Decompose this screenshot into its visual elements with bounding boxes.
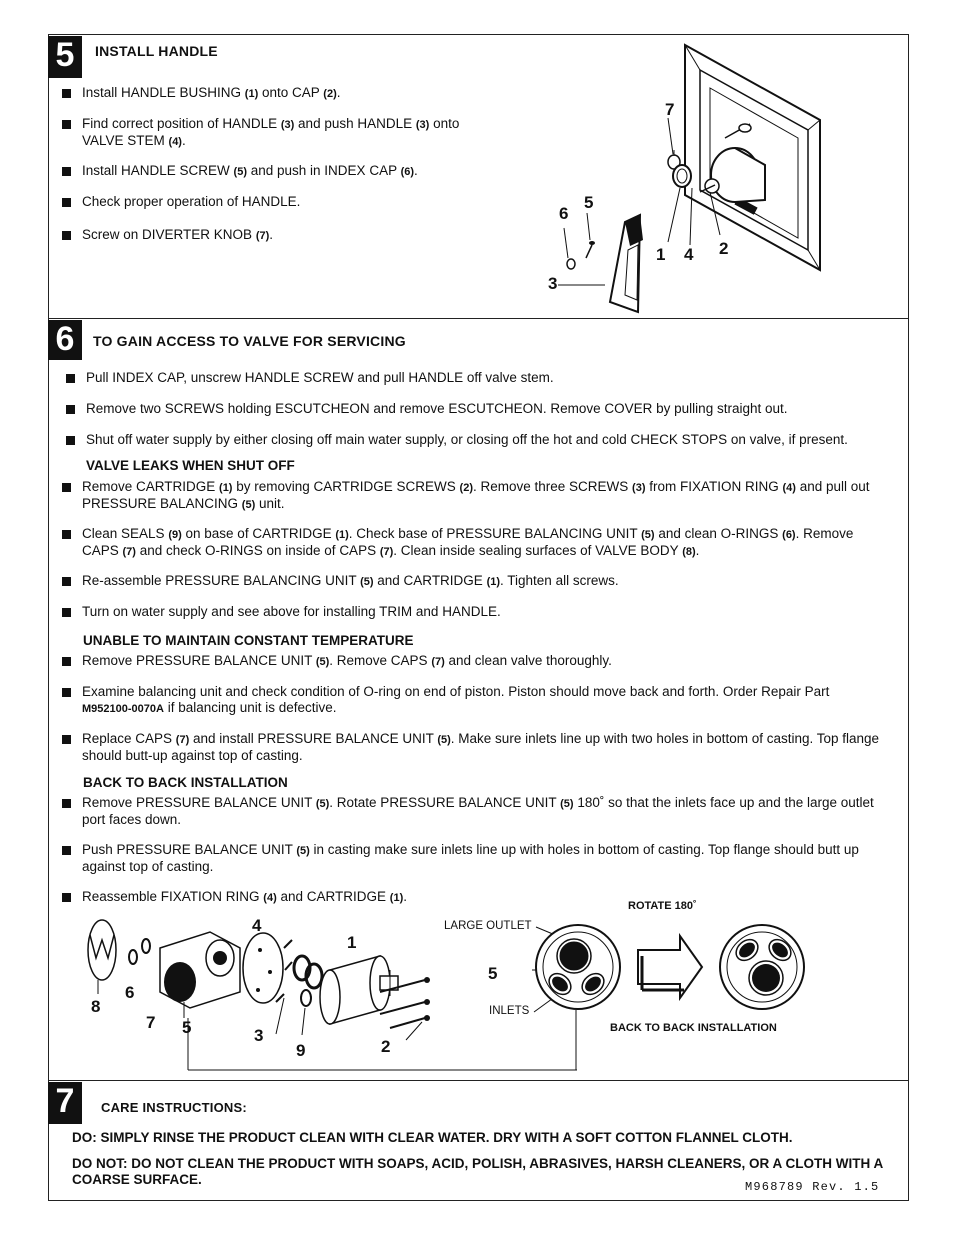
callout-4: 4	[684, 245, 694, 264]
section-subtitle: BACK TO BACK INSTALLATION	[83, 775, 288, 790]
diagram-callout-7: 7	[146, 1013, 156, 1032]
instruction-text: . Remove CAPS	[329, 653, 432, 668]
handle-install-illustration	[540, 40, 830, 315]
instruction-text: Screw on DIVERTER KNOB	[82, 227, 256, 242]
diagram-callout-6: 6	[125, 983, 135, 1002]
step-6-item	[66, 370, 906, 386]
section-subtitle: VALVE LEAKS WHEN SHUT OFF	[86, 458, 295, 473]
instruction-text: from FIXATION RING	[645, 479, 783, 494]
part-reference: (7)	[379, 546, 394, 558]
step-6-item	[66, 401, 906, 417]
part-reference: (4)	[782, 482, 796, 494]
part-reference: (1)	[244, 88, 259, 100]
bullet-icon	[62, 530, 71, 539]
diagram-callout-2: 2	[381, 1037, 391, 1056]
section-divider-5-6	[48, 318, 909, 319]
instruction-text: . Remove CAPS	[82, 526, 854, 558]
step-6-item	[66, 432, 906, 448]
diagram-callout-9: 9	[296, 1041, 306, 1060]
part-reference: (5)	[241, 499, 256, 511]
instruction-text: . Clean inside sealing surfaces of VALVE BODY	[393, 543, 683, 558]
bullet-icon	[62, 608, 71, 617]
part-reference: M952100-0070A	[82, 703, 164, 715]
callout-7: 7	[665, 100, 675, 119]
step-6-section-item	[62, 573, 882, 590]
part-reference: (1)	[486, 576, 501, 588]
step-6-section-item	[62, 653, 882, 670]
part-reference: (5)	[437, 734, 451, 746]
part-reference: (1)	[335, 529, 349, 541]
instruction-text: . Rotate PRESSURE BALANCE UNIT	[329, 795, 561, 810]
inlets-label: INLETS	[489, 1005, 530, 1017]
bullet-icon	[66, 436, 75, 445]
part-reference: (5)	[360, 576, 374, 588]
part-reference: (3)	[280, 119, 295, 131]
instruction-text: Push PRESSURE BALANCE UNIT	[82, 842, 297, 857]
diagram-callout-4: 4	[252, 916, 262, 935]
instruction-text: .	[336, 85, 341, 100]
instruction-text: and clean O-RINGS	[654, 526, 783, 541]
step-6-section-item	[62, 889, 422, 906]
instruction-text: .	[181, 133, 186, 148]
instruction-text: and push in INDEX CAP	[247, 163, 401, 178]
bullet-icon	[62, 167, 71, 176]
callout-3: 3	[548, 274, 558, 293]
instruction-text: by removing CARTRIDGE SCREWS	[232, 479, 460, 494]
instruction-text: Shut off water supply by either closing off main water supply, or closing off the hot and cold CHECK STOPS on valve, if present.	[86, 432, 848, 447]
instruction-text: if balancing unit is defective.	[163, 700, 337, 715]
step-6-section-item	[62, 795, 882, 828]
bullet-icon	[62, 483, 71, 492]
diagram-callout-3: 3	[254, 1026, 264, 1045]
part-reference: (6)	[782, 529, 796, 541]
instruction-text: and CARTRIDGE	[276, 889, 390, 904]
instruction-text: Remove CARTRIDGE	[82, 479, 220, 494]
revision-number: M968789 Rev. 1.5	[745, 1180, 880, 1194]
step-6-section-item	[62, 842, 882, 875]
bullet-icon	[66, 405, 75, 414]
balance-unit-rotation-diagram	[530, 920, 810, 1020]
bullet-icon	[62, 688, 71, 697]
step-6-section-item	[62, 731, 882, 764]
bullet-icon	[62, 657, 71, 666]
instruction-text: .	[414, 163, 418, 178]
instruction-text: and pull out PRESSURE BALANCING	[82, 479, 870, 511]
instruction-text: Remove two SCREWS holding ESCUTCHEON and remove ESCUTCHEON. Remove COVER by pulling straight out.	[86, 401, 788, 416]
instruction-text: . Tighten all screws.	[500, 573, 619, 588]
instruction-text: Clean SEALS	[82, 526, 169, 541]
instruction-text: Install HANDLE SCREW	[82, 163, 234, 178]
diagram-callout-5b: 5	[488, 964, 498, 983]
instruction-text: unit.	[255, 496, 285, 511]
instruction-text: Re-assemble PRESSURE BALANCING UNIT	[82, 573, 361, 588]
part-reference: (5)	[560, 798, 574, 810]
step-6-section-item	[62, 604, 882, 620]
instruction-text: 180˚ so that the inlets face up and the large outlet port faces down.	[82, 795, 874, 827]
callout-5: 5	[584, 193, 594, 212]
part-reference: (5)	[315, 798, 330, 810]
instruction-text: onto CAP	[258, 85, 324, 100]
instruction-text: Find correct position of HANDLE	[82, 116, 281, 131]
rotate-180-label: ROTATE 180˚	[628, 900, 697, 912]
instruction-text: and check O-RINGS on inside of CAPS	[135, 543, 380, 558]
bullet-icon	[62, 231, 71, 240]
step-5-number: 5	[48, 36, 82, 78]
bullet-icon	[62, 799, 71, 808]
instruction-text: . Make sure inlets line up with two holes in bottom of casting. Top flange should butt-up against top of casting.	[82, 731, 880, 763]
step-6-title: TO GAIN ACCESS TO VALVE FOR SERVICING	[93, 333, 406, 349]
large-outlet-label: LARGE OUTLET	[444, 920, 532, 932]
instruction-text: . Remove three SCREWS	[473, 479, 633, 494]
part-reference: (1)	[389, 892, 404, 904]
step-5-item	[62, 227, 472, 244]
instruction-text: .	[403, 889, 408, 904]
instruction-text: Remove PRESSURE BALANCE UNIT	[82, 653, 316, 668]
instruction-text: in casting make sure inlets line up with holes in bottom of casting. Top flange should butt up against top of casting.	[82, 842, 859, 874]
part-reference: (5)	[641, 529, 655, 541]
step-6-section-item	[62, 526, 882, 560]
bullet-icon	[62, 198, 71, 207]
bullet-icon	[62, 89, 71, 98]
part-reference: (4)	[263, 892, 277, 904]
instruction-text: and clean valve thoroughly.	[444, 653, 612, 668]
callout-6: 6	[559, 204, 569, 223]
part-reference: (2)	[323, 88, 337, 100]
part-reference: (7)	[431, 656, 445, 668]
bullet-icon	[66, 374, 75, 383]
bullet-icon	[62, 577, 71, 586]
instruction-text: Install HANDLE BUSHING	[82, 85, 245, 100]
instruction-text: .	[269, 227, 274, 242]
instruction-text: onto VALVE STEM	[82, 116, 460, 148]
instruction-text: .	[695, 543, 700, 558]
bullet-icon	[62, 846, 71, 855]
section-subtitle: UNABLE TO MAINTAIN CONSTANT TEMPERATURE	[83, 633, 414, 648]
section-divider-6-7	[48, 1080, 909, 1081]
part-reference: (5)	[296, 845, 310, 857]
instruction-text: on base of CARTRIDGE	[181, 526, 336, 541]
instruction-text: Reassemble FIXATION RING	[82, 889, 264, 904]
part-reference: (7)	[122, 546, 136, 558]
part-reference: (1)	[219, 482, 233, 494]
part-reference: (7)	[175, 734, 190, 746]
part-reference: (3)	[415, 119, 430, 131]
step-6-number: 6	[48, 320, 82, 360]
back-to-back-label: BACK TO BACK INSTALLATION	[610, 1022, 777, 1034]
instruction-text: . Check base of PRESSURE BALANCING UNIT	[348, 526, 642, 541]
step-7-number: 7	[48, 1082, 82, 1124]
diagram-callout-5: 5	[182, 1018, 192, 1037]
diagram-callout-8: 8	[91, 997, 101, 1016]
instruction-text: and CARTRIDGE	[373, 573, 487, 588]
step-6-section-item	[62, 479, 882, 513]
part-reference: (5)	[315, 656, 330, 668]
instruction-text: Check proper operation of HANDLE.	[82, 194, 301, 209]
bullet-icon	[62, 893, 71, 902]
part-reference: (2)	[459, 482, 473, 494]
instruction-text: Remove PRESSURE BALANCE UNIT	[82, 795, 316, 810]
instruction-text: Pull INDEX CAP, unscrew HANDLE SCREW and pull HANDLE off valve stem.	[86, 370, 554, 385]
part-reference: (6)	[400, 166, 415, 178]
care-do-not-text: DO NOT: DO NOT CLEAN THE PRODUCT WITH SOAPS, ACID, POLISH, ABRASIVES, HARSH CLEANERS, OR A CLOTH WITH A COARSE SURFACE.	[72, 1156, 883, 1187]
instruction-text: Replace CAPS	[82, 731, 176, 746]
step-6-section-item	[62, 684, 882, 717]
diagram-callout-1: 1	[347, 933, 357, 952]
callout-1: 1	[656, 245, 666, 264]
part-reference: (5)	[233, 166, 247, 178]
instruction-text: Turn on water supply and see above for installing TRIM and HANDLE.	[82, 604, 501, 619]
part-reference: (8)	[682, 546, 696, 558]
part-reference: (3)	[632, 482, 646, 494]
part-reference: (7)	[255, 230, 270, 242]
instruction-text: and push HANDLE	[294, 116, 416, 131]
instruction-text: Examine balancing unit and check condition of O-ring on end of piston. Piston should move back and forth. Order Repair Part	[82, 684, 830, 699]
callout-2: 2	[719, 239, 729, 258]
step-7-title: CARE INSTRUCTIONS:	[101, 1100, 247, 1115]
care-do-text: DO: SIMPLY RINSE THE PRODUCT CLEAN WITH CLEAR WATER. DRY WITH A SOFT COTTON FLANNEL CLOTH.	[72, 1130, 793, 1145]
bullet-icon	[62, 735, 71, 744]
step-5-title: INSTALL HANDLE	[95, 43, 218, 59]
part-reference: (9)	[168, 529, 182, 541]
part-reference: (4)	[168, 136, 182, 148]
step-5-item	[62, 85, 472, 102]
step-5-item	[62, 163, 472, 180]
instruction-text: and install PRESSURE BALANCE UNIT	[189, 731, 438, 746]
step-5-item	[62, 194, 472, 210]
step-5-item	[62, 116, 472, 150]
bullet-icon	[62, 120, 71, 129]
